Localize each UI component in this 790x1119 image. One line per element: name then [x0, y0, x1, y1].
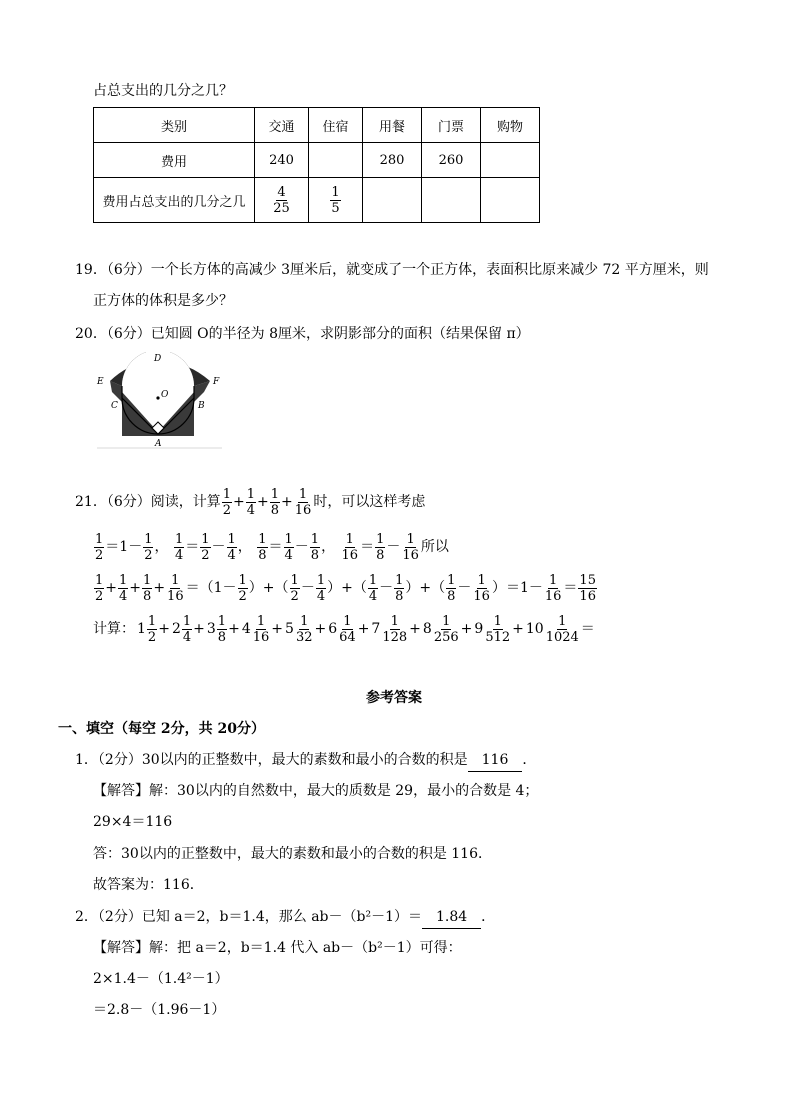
fraction [310, 533, 320, 562]
label-e: E [97, 377, 104, 387]
fraction-denominator: 8 [310, 547, 320, 563]
answer2-solution: 【解答】解：把 a＝2，b＝1.4 代入 ab－（b²－1）可得： [93, 940, 462, 956]
fraction-numerator: 1 [331, 184, 340, 200]
fraction-numerator: 1 [147, 613, 157, 629]
mixed-fraction [147, 615, 157, 644]
fraction [94, 574, 104, 603]
fraction-denominator: 2 [95, 547, 104, 563]
table-cell [255, 178, 309, 223]
table-cell [481, 178, 540, 223]
fraction-denominator: 4 [284, 547, 293, 563]
plus-sign: + [314, 621, 327, 637]
fraction-numerator: 1 [406, 531, 415, 547]
fraction-denominator: 8 [447, 588, 456, 604]
mixed-fraction [545, 615, 580, 644]
shaded-circle-figure [92, 352, 227, 452]
fraction [446, 574, 456, 603]
q20-text: 20．（6分）已知圆 O的半径为 8厘米，求阴影部分的面积（结果保留 π） [75, 326, 530, 342]
label-o: O [161, 390, 169, 400]
fraction [200, 533, 210, 562]
fraction [290, 574, 300, 603]
mixed-whole: 4 [241, 621, 251, 637]
q21-sum-identity: $\frac{1}{2}$ + $\frac{1}{4}$ + $\frac{1}{8}$ + $\frac{1}{16}$ ＝（1－ $\frac{1}{2}$ ）+（ $\frac{1}{2}$ － $\frac{1}{4}$ ）+（ $\frac{1}{4}$ － $\frac{1}{8}$ ）+（ $\frac{1}{8}$ － $\frac{1}{16}$ ）＝1－ $\frac{1}{16}$ ＝ $\frac{15}{16}$ [95, 572, 596, 604]
fraction-numerator: 1 [343, 613, 352, 629]
answer1-question [75, 749, 536, 771]
fraction [272, 186, 291, 215]
fraction-denominator: 2 [238, 588, 247, 604]
fraction-numerator: 1 [447, 572, 456, 588]
fraction-denominator: 16 [473, 588, 490, 604]
table-cell: 240 [255, 143, 309, 178]
table-header-row [94, 108, 540, 143]
label-f: F [213, 377, 220, 387]
table-header-cell: 购物 [481, 108, 540, 143]
fraction-denominator: 2 [290, 588, 299, 604]
fraction-denominator: 4 [119, 588, 128, 604]
answer1-reply: 答：30以内的正整数中，最大的素数和最小的合数的积是 116． [93, 846, 492, 862]
fraction-denominator: 64 [339, 629, 356, 645]
fraction [143, 533, 153, 562]
fraction-denominator: 2 [222, 502, 232, 518]
fraction-denominator: 16 [402, 547, 419, 563]
q21-so-word: 所以 [420, 539, 449, 555]
label-b: B [198, 401, 205, 411]
mixed-whole: 8 [422, 621, 432, 637]
plus-sign: + [512, 621, 524, 637]
fraction-numerator: 1 [95, 531, 104, 547]
fraction-numerator: 1 [227, 531, 236, 547]
fraction-denominator: 16 [167, 588, 184, 604]
fraction-denominator: 8 [258, 547, 267, 563]
answer1-solution: 【解答】解：30以内的自然数中，最大的质数是 29，最小的合数是 4； [93, 783, 539, 799]
fraction [270, 488, 280, 517]
answer2-step1: 2×1.4－（1.4²－1） [93, 971, 229, 987]
fraction-numerator: 1 [174, 531, 184, 547]
fraction-numerator: 1 [376, 531, 385, 547]
fraction-denominator: 1024 [545, 629, 579, 645]
q21-intro-suffix: 时，可以这样考虑 [313, 494, 426, 510]
fraction-denominator: 128 [382, 629, 408, 645]
label-c: C [111, 401, 118, 411]
table-row-label: 费用 [94, 143, 255, 178]
fraction [142, 574, 152, 603]
fraction-denominator: 16 [294, 502, 312, 518]
fraction-denominator: 4 [368, 588, 378, 604]
plus-sign: + [228, 621, 240, 637]
table-row-label: 费用占总支出的几分之几 [94, 178, 255, 223]
fraction [341, 533, 360, 562]
fraction-denominator: 8 [395, 588, 404, 604]
fraction-numerator: 1 [246, 486, 256, 502]
plus-sign: + [271, 621, 284, 637]
fraction-denominator: 5 [331, 200, 340, 216]
answer2-suffix: ． [481, 909, 496, 925]
fraction-numerator: 1 [222, 486, 232, 502]
table-row-fraction [94, 178, 540, 223]
fraction [257, 533, 267, 562]
section-heading: 一、填空（每空 2分，共 20分） [58, 721, 265, 737]
mixed-whole: 2 [171, 621, 181, 637]
table-cell [363, 178, 422, 223]
fraction-numerator: 1 [549, 572, 558, 588]
q19-line2: 正方体的体积是多少？ [93, 293, 233, 309]
fraction-numerator: 1 [290, 572, 299, 588]
fraction-numerator: 1 [256, 613, 266, 629]
fraction-numerator: 1 [368, 572, 378, 588]
fraction-denominator: 32 [295, 629, 313, 645]
fraction-denominator: 4 [316, 588, 326, 604]
answer1-final: 故答案为：116． [93, 877, 204, 893]
fraction [174, 533, 184, 562]
fraction-numerator: 1 [143, 572, 152, 588]
fraction-numerator: 1 [345, 531, 354, 547]
q21-intro: 21．（6分）阅读，计算 $\frac{1}{2}$ + $\frac{1}{4}$ + $\frac{1}{8}$ + $\frac{1}{16}$ 时，可以这样考虑 [75, 486, 426, 518]
mixed-fraction [381, 615, 408, 644]
table-cell [422, 178, 481, 223]
fraction-numerator: 1 [171, 572, 180, 588]
fraction [544, 574, 563, 603]
fraction [246, 488, 256, 517]
table-cell [309, 178, 363, 223]
mixed-fraction [433, 615, 460, 644]
plus-sign: + [460, 621, 473, 637]
table-header-cell: 类别 [94, 108, 255, 143]
mixed-fraction [182, 615, 192, 644]
fraction-numerator: 1 [395, 572, 404, 588]
center-point [156, 396, 159, 399]
fraction-denominator: 4 [227, 547, 236, 563]
fraction-numerator: 15 [579, 572, 596, 588]
q21-calc-label: 计算： [93, 621, 135, 637]
fraction [294, 488, 313, 517]
fraction-numerator: 1 [217, 613, 227, 629]
fraction-denominator: 512 [485, 629, 511, 645]
fraction-numerator: 1 [119, 572, 128, 588]
mixed-whole: 5 [285, 621, 294, 637]
table-header-cell: 门票 [422, 108, 481, 143]
fraction-numerator: 1 [95, 572, 104, 588]
mixed-whole: 7 [371, 621, 381, 637]
table-row-cost [94, 143, 540, 178]
fraction-denominator: 4 [182, 629, 192, 645]
fraction-numerator: 1 [182, 613, 192, 629]
answer2-step2: ＝2.8－（1.96－1） [93, 1002, 226, 1018]
mixed-fraction [252, 615, 271, 644]
table-header-cell: 住宿 [309, 108, 363, 143]
plus-sign: + [409, 621, 421, 637]
fraction-numerator: 1 [270, 486, 280, 502]
mixed-whole: 6 [328, 621, 338, 637]
table-cell: 280 [363, 143, 422, 178]
answer1-suffix: ． [522, 752, 537, 768]
fraction [166, 574, 185, 603]
fraction-denominator: 8 [143, 588, 152, 604]
fraction-denominator: 16 [579, 588, 596, 604]
mixed-fraction [338, 615, 357, 644]
mixed-whole: 9 [474, 621, 484, 637]
table-header-cell: 交通 [255, 108, 309, 143]
fraction [368, 574, 378, 603]
answer1-prefix: 1．（2分）30以内的正整数中，最大的素数和最小的合数的积是 [75, 752, 468, 768]
fraction-denominator: 16 [252, 629, 270, 645]
fraction-denominator: 16 [341, 547, 359, 563]
fraction [238, 574, 248, 603]
label-a: A [155, 439, 162, 449]
mixed-fraction [295, 615, 314, 644]
fraction [394, 574, 404, 603]
answer2-blank: 1.84 [422, 906, 481, 929]
answer1-blank: 116 [468, 749, 523, 772]
plus-sign: + [357, 621, 370, 637]
fraction-numerator: 1 [442, 613, 451, 629]
fraction [94, 533, 104, 562]
fraction-numerator: 1 [238, 572, 247, 588]
fraction-denominator: 25 [273, 200, 290, 216]
fraction-numerator: 1 [300, 613, 309, 629]
fraction-denominator: 8 [217, 629, 227, 645]
fraction [472, 574, 491, 603]
table-header-cell: 用餐 [363, 108, 422, 143]
mixed-whole: 1 [137, 621, 146, 637]
fraction-numerator: 1 [258, 531, 267, 547]
q18-tail-text: 占总支出的几分之几？ [93, 83, 233, 99]
fraction [284, 533, 294, 562]
fraction-numerator: 1 [284, 531, 293, 547]
fraction [227, 533, 237, 562]
fraction [375, 533, 385, 562]
table-cell [309, 143, 363, 178]
result-fraction [578, 574, 597, 603]
q21-decomposition: $\frac{1}{2}$ ＝1－ $\frac{1}{2}$ ， $\frac{1}{4}$ ＝ $\frac{1}{2}$ － $\frac{1}{4}$ ， $\frac{1}{8}$ ＝ $\frac{1}{4}$ － $\frac{1}{8}$ ， $\frac{1}{16}$ ＝ $\frac{1}{8}$ － $\frac{1}{16}$ 所以 [95, 531, 449, 563]
mixed-fraction [484, 615, 511, 644]
table-cell: 260 [422, 143, 481, 178]
fraction-denominator: 2 [144, 547, 153, 563]
fraction [401, 533, 420, 562]
q21-intro-prefix: 21．（6分）阅读，计算 [75, 494, 221, 510]
fraction-denominator: 2 [95, 588, 104, 604]
fraction-numerator: 1 [390, 613, 399, 629]
answer1-calc: 29×4＝116 [93, 814, 173, 830]
mixed-fraction [217, 615, 227, 644]
fraction-denominator: 2 [147, 629, 157, 645]
fraction-denominator: 4 [246, 502, 256, 518]
fraction [222, 488, 232, 517]
plus-sign: + [158, 621, 170, 637]
q21-calc-line: 计算： 1 $\frac{1}{2}$ + 2 $\frac{1}{4}$ + 3 $\frac{1}{8}$ + 4 $\frac{1}{16}$ + 5 $\frac{1}{32}$ + 6 $\frac{1}{64}$ + 7 $\frac{1}{128}$ + 8 $\frac{1}{256}$ + 9 $\frac{1}{512}$ + 10 $\frac{1}{1024}$ ＝ [93, 613, 595, 645]
fraction [316, 574, 326, 603]
fraction-numerator: 1 [316, 572, 326, 588]
fraction-numerator: 1 [144, 531, 153, 547]
mixed-whole: 3 [206, 621, 216, 637]
fraction-numerator: 1 [493, 613, 502, 629]
fraction-denominator: 256 [433, 629, 459, 645]
fraction-denominator: 2 [201, 547, 210, 563]
fraction-numerator: 1 [298, 486, 308, 502]
fraction-denominator: 8 [270, 502, 280, 518]
fraction-numerator: 4 [277, 184, 286, 200]
answers-title: 参考答案 [366, 690, 422, 706]
plus-sign: + [193, 621, 205, 637]
fraction-denominator: 8 [376, 547, 385, 563]
fraction-denominator: 16 [544, 588, 562, 604]
table-cell [481, 143, 540, 178]
label-d: D [154, 354, 162, 364]
fraction [118, 574, 128, 603]
fraction-numerator: 1 [201, 531, 210, 547]
answer2-prefix: 2．（2分）已知 a＝2，b＝1.4，那么 ab－（b²－1）＝ [75, 909, 422, 925]
fraction-numerator: 1 [310, 531, 320, 547]
expense-table [93, 107, 540, 223]
mixed-whole: 10 [525, 621, 544, 637]
fraction-numerator: 1 [558, 613, 567, 629]
fraction [330, 186, 340, 215]
fraction-numerator: 1 [477, 572, 486, 588]
answer2-question [75, 906, 495, 928]
fraction-denominator: 4 [174, 547, 184, 563]
q19-line1: 19．（6分）一个长方体的高减少 3厘米后，就变成了一个正方体，表面积比原来减少 72 平方厘米，则 [75, 262, 709, 278]
